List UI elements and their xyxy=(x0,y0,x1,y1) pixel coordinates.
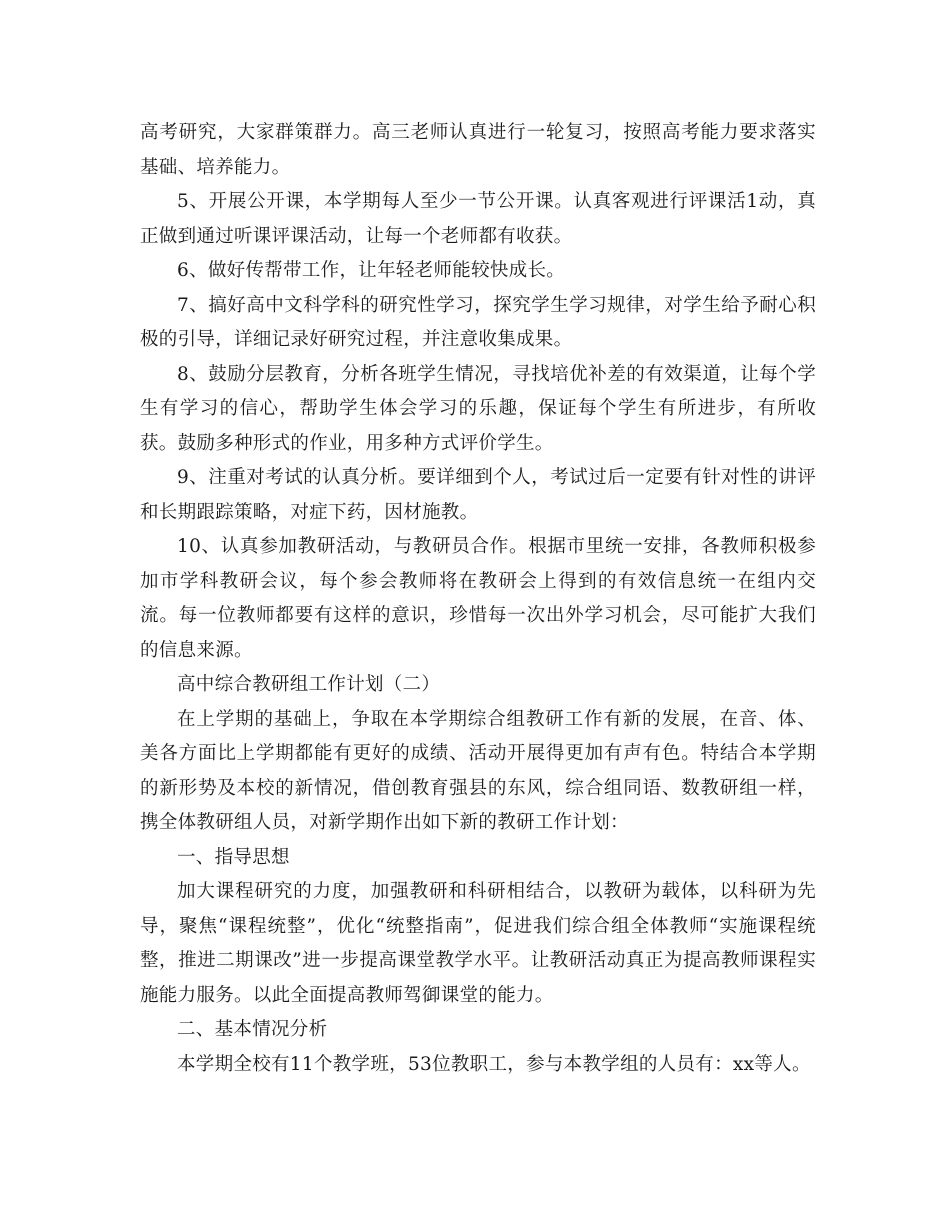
paragraph-item-8: 8、鼓励分层教育，分析各班学生情况，寻找培优补差的有效渠道，让每个学生有学习的信心，帮助学生体会学习的乐趣，保证每个学生有所进步，有所收获。鼓励多种形式的作业，用多种方式评价学生。 xyxy=(140,363,816,454)
heading-guiding-ideology: 一、指导思想 xyxy=(177,846,290,868)
paragraph: 高考研究，大家群策群力。高三老师认真进行一轮复习，按照高考能力要求落实基础、培养能力。 xyxy=(140,122,816,178)
paragraph-item-10: 10、认真参加教研活动，与教研员合作。根据市里统一安排，各教师积极参加市学科教研会议，每个参会教师将在教研会上得到的有效信息统一在组内交流。每一位教师都要有这样的意识，珍惜每一次出外学习机会，尽可能扩大我们的信息来源。 xyxy=(140,536,816,661)
document-body xyxy=(140,116,816,1082)
situation-analysis-paragraph: 本学期全校有11个教学班，53位教职工，参与本教学组的人员有：xx等人。 xyxy=(177,1053,811,1075)
guiding-ideology-paragraph: 加大课程研究的力度，加强教研和科研相结合，以教研为载体，以科研为先导，聚焦“课程统整”，优化“统整指南”，促进我们综合组全体教师“实施课程统整，推进二期课改”进一步提高课堂教学水平。让教研活动真正为提高教师课程实施能力服务。以此全面提高教师驾御课堂的能力。 xyxy=(140,881,816,1006)
intro-paragraph: 在上学期的基础上，争取在本学期综合组教研工作有新的发展，在音、体、美各方面比上学期都能有更好的成绩、活动开展得更加有声有色。特结合本学期的新形势及本校的新情况，借创教育强县的东风，综合组同语、数教研组一样，携全体教研组人员，对新学期作出如下新的教研工作计划： xyxy=(140,708,816,833)
paragraph-item-6: 6、做好传帮带工作，让年轻老师能较快成长。 xyxy=(177,260,566,281)
paragraph-item-7: 7、搞好高中文科学科的研究性学习，探究学生学习规律，对学生给予耐心积极的引导，详细记录好研究过程，并注意收集成果。 xyxy=(140,294,816,350)
heading-situation-analysis: 二、基本情况分析 xyxy=(177,1019,328,1040)
paragraph-item-5: 5、开展公开课，本学期每人至少一节公开课。认真客观进行评课活1动，真正做到通过听课评课活动，让每一个老师都有收获。 xyxy=(140,191,816,247)
section-title: 高中综合教研组工作计划（二） xyxy=(177,674,441,695)
paragraph-item-9: 9、注重对考试的认真分析。要详细到个人，考试过后一定要有针对性的讲评和长期跟踪策略，对症下药，因材施教。 xyxy=(140,467,816,523)
